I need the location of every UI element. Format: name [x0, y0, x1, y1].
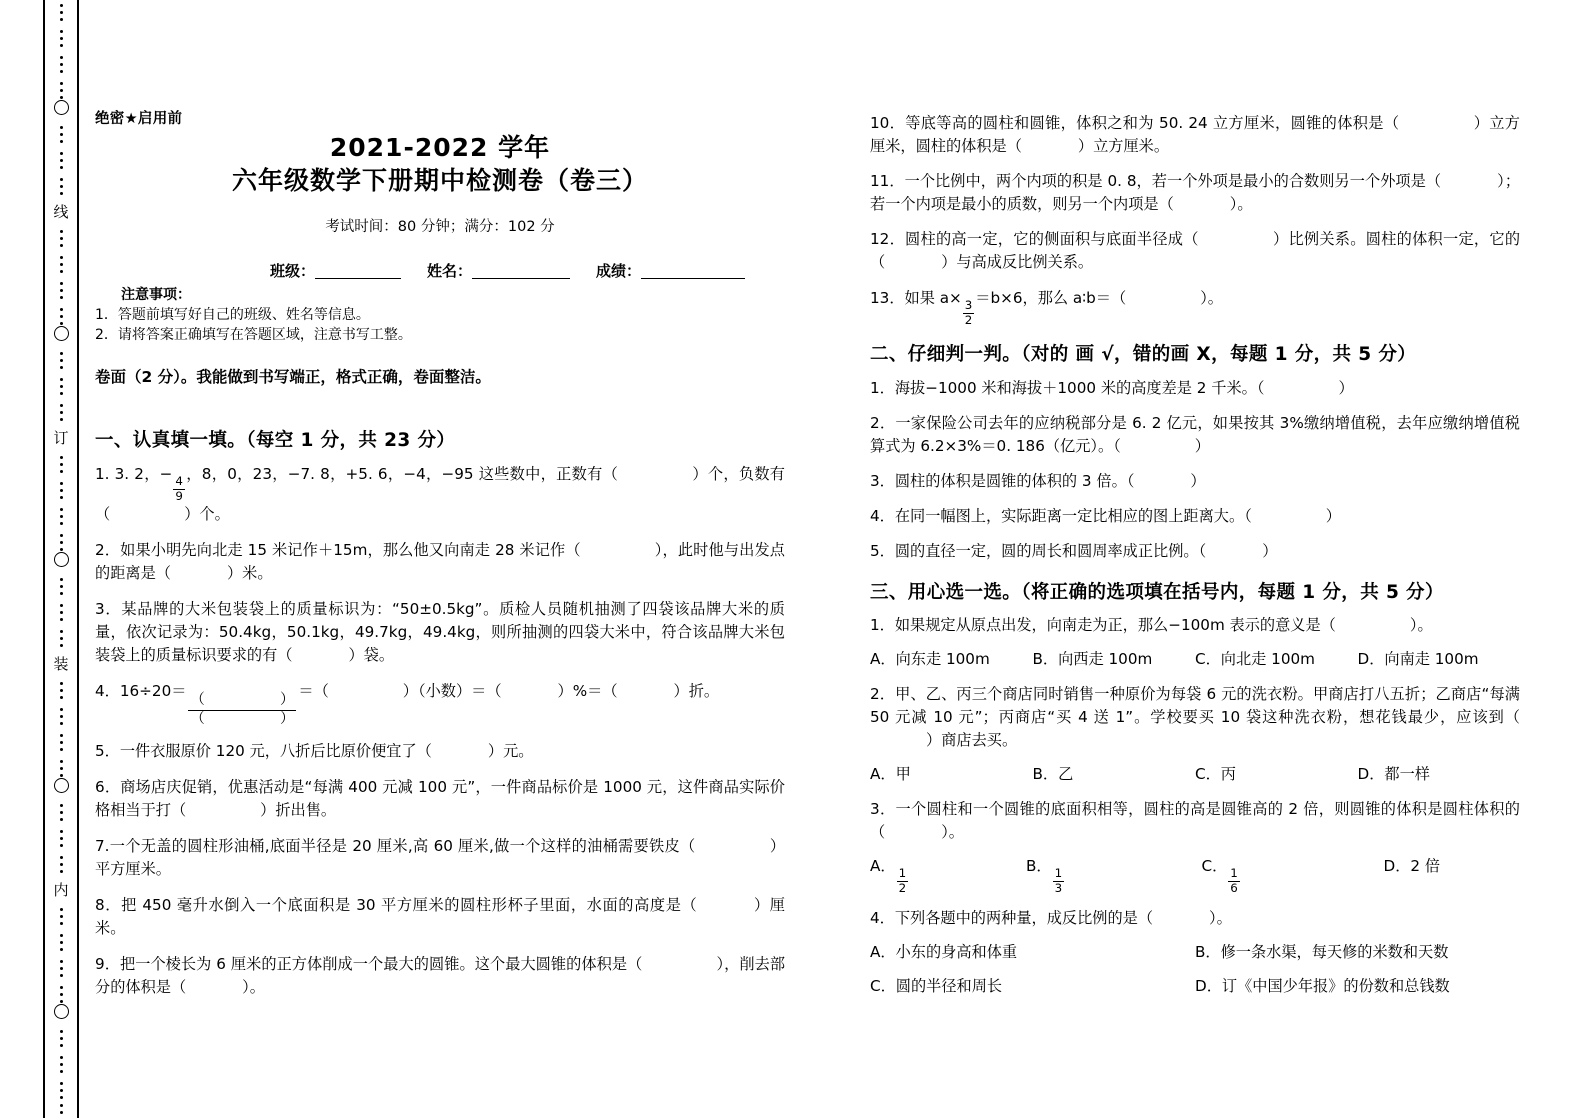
s3q3-b-den: 3: [1054, 881, 1063, 896]
q5-text-b: ）元。: [487, 741, 534, 760]
s2q5-text: 5．圆的直径一定，圆的周长和圆周率成正比例。（: [870, 542, 1207, 561]
q8-text-a: 8．把 450 毫升水倒入一个底面积是 30 平方厘米的圆柱形杯子里面，水面的高度是（: [95, 896, 698, 915]
s3q3-a-num: 1: [898, 866, 907, 881]
class-label: 班级：: [270, 262, 316, 280]
exam-title-year: 2021-2022 学年: [329, 132, 551, 162]
left-column: [95, 0, 785, 1000]
question-1-8: [95, 894, 785, 940]
binding-char-nei: 内: [53, 881, 69, 899]
binding-dots: [45, 934, 77, 955]
binding-circle: [45, 100, 77, 115]
s3q1-option-b[interactable]: B．向西走 100m: [1032, 650, 1153, 669]
s3q3-option-b-label: B．: [1026, 857, 1052, 876]
question-1-3: [95, 598, 785, 667]
question-2-5: [870, 540, 1520, 563]
s3q1-text-end: ）。: [1409, 616, 1433, 634]
q4-text-b: ）（小数）＝（: [402, 682, 502, 701]
s3q3-text-end: ）。: [941, 823, 964, 842]
name-label: 姓名：: [427, 262, 473, 280]
binding-dots: [45, 30, 77, 51]
binding-dots: [45, 804, 77, 825]
q10-text-a: 10．等底等高的圆柱和圆锥，体积之和为 50. 24 立方厘米，圆锥的体积是（: [870, 114, 1400, 132]
question-3-2-options: [870, 763, 1520, 786]
q13-text-pre: 13．如果 a×: [870, 288, 962, 307]
binding-dots: [45, 604, 77, 625]
binding-dots: [45, 1030, 77, 1051]
s3q2-text: 2．甲、乙、丙三个商店同时销售一种原价为每袋 6 元的洗衣粉。甲商店打八五折；乙商店“每满 50 元减 10 元”；丙商店“买 4 送 1”。学校要买 10 袋这种洗衣粉，想花钱最少，应该到（: [870, 684, 1520, 726]
q12-text-c: ）与高成反比例关系。: [941, 253, 1094, 272]
q1-frac-denominator: 9: [175, 489, 183, 504]
s3q3-option-c-fraction: [1228, 868, 1240, 895]
q10-text-c: ）立方厘米。: [1077, 137, 1169, 156]
s2q4-text-end: ）: [1325, 507, 1341, 526]
s3q4-option-b[interactable]: B．修一条水渠，每天修的米数和天数: [1195, 943, 1449, 962]
q2-text-c: ）米。: [226, 564, 273, 583]
q11-text-b: ）；若一个内项是最小的质数，则另一个内项是（: [870, 172, 1521, 214]
right-column: [870, 0, 1520, 998]
exam-subtitle: 考试时间：80 分钟；满分：102 分: [325, 218, 555, 235]
s3q3-option-c[interactable]: [1202, 855, 1384, 895]
section-3-heading: 三、用心选一选。（将正确的选项填在括号内，每题 1 分，共 5 分）: [870, 581, 1444, 603]
binding-dots: [45, 908, 77, 929]
s3q1-option-a[interactable]: A．向东走 100m: [870, 650, 990, 669]
s2q4-text: 4．在同一幅图上，实际距离一定比相应的图上距离大。（: [870, 507, 1252, 526]
question-1-5: [95, 740, 785, 763]
s3q3-c-num: 1: [1230, 866, 1238, 881]
q13-text-end: ）。: [1200, 288, 1223, 307]
s3q3-option-b[interactable]: [1026, 855, 1202, 895]
question-1-10: [870, 112, 1520, 158]
q10-text-b: ）立方厘米，圆柱的体积是（: [870, 114, 1520, 156]
question-1-1: [95, 463, 785, 526]
q7-text-b: ）平方厘米。: [95, 836, 786, 879]
q13-frac-numerator: 3: [964, 297, 973, 312]
question-2-2: [870, 412, 1520, 458]
q13-text-post: ＝b×6，那么 a∶b＝（: [975, 288, 1127, 307]
s2q2-text-end: ）: [1194, 437, 1210, 456]
q4-text-d: ）折。: [673, 682, 720, 701]
binding-char-zhuang: 装: [53, 655, 69, 673]
s2q3-text: 3．圆柱的体积是圆锥的体积的 3 倍。（: [870, 472, 1135, 491]
s3q3-option-a-label: A．: [870, 857, 896, 876]
exam-content: [90, 0, 1560, 1118]
binding-dots: [45, 126, 77, 147]
s3q1-option-d[interactable]: D．向南走 100m: [1357, 650, 1479, 669]
binding-circle: [45, 1004, 77, 1019]
binding-dots: [45, 734, 77, 755]
q7-text-a: 7.一个无盖的圆柱形油桶,底面半径是 20 厘米,高 60 厘米,做一个这样的油桶需要铁皮（: [95, 836, 696, 855]
binding-dots: [45, 352, 77, 373]
question-2-1: [870, 377, 1520, 400]
notice-item-2: 2．请将答案正确填写在答题区域，注意书写工整。: [95, 327, 412, 343]
paper-neatness-note: 卷面（2 分）。我能做到书写端正，格式正确，卷面整洁。: [95, 368, 491, 386]
q13-fraction: [963, 297, 975, 327]
binding-dots: [45, 404, 77, 425]
student-info-line: [95, 264, 785, 279]
question-3-3: [870, 798, 1520, 844]
binding-dots: [45, 682, 77, 703]
q9-text-a: 9．把一个棱长为 6 厘米的正方体削成一个最大的圆锥。这个最大圆锥的体积是（: [95, 955, 643, 974]
q3-text-a: 3．某品牌的大米包装袋上的质量标识为：“50±0.5kg”。质检人员随机抽测了四袋该品牌大米的质量，依次记录为：50.4kg，50.1kg，49.7kg，49.4kg，则所抽测的四袋大米中，符合该品牌大米包装袋上的质量标识要求的有（: [95, 600, 785, 665]
question-1-6: [95, 776, 785, 822]
s3q3-text: 3．一个圆柱和一个圆锥的底面积相等，圆柱的高是圆锥高的 2 倍，则圆锥的体积是圆柱体积的（: [870, 799, 1520, 842]
s3q4-option-a[interactable]: A．小东的身高和体重: [870, 943, 1018, 962]
s3q2-option-c[interactable]: C．丙: [1195, 765, 1236, 784]
s3q3-option-d[interactable]: D．2 倍: [1383, 857, 1441, 876]
question-1-9: [95, 953, 785, 999]
secrecy-label: 绝密★启用前: [95, 111, 183, 127]
q11-text-a: 11．一个比例中，两个内项的积是 0. 8，若一个外项是最小的合数则另一个外项是（: [870, 172, 1442, 191]
q4-frac-denominator[interactable]: （ ）: [190, 710, 295, 727]
question-3-4-options-row2: [870, 975, 1520, 998]
page-border-left-inner: [77, 0, 79, 1118]
binding-dots: [45, 56, 77, 77]
score-label: 成绩：: [596, 262, 642, 280]
binding-char-ding: 订: [53, 429, 69, 447]
q4-fraction-blank[interactable]: [188, 693, 296, 726]
binding-char-xian: 线: [53, 203, 69, 221]
binding-dots: [45, 230, 77, 251]
question-2-4: [870, 505, 1520, 528]
s3q3-a-den: 2: [898, 881, 907, 896]
q12-text-a: 12．圆柱的高一定，它的侧面积与底面半径成（: [870, 230, 1199, 249]
binding-dots: [45, 578, 77, 599]
s2q5-text-end: ）: [1262, 542, 1278, 561]
binding-dots: [45, 282, 77, 303]
binding-dots: [45, 256, 77, 277]
question-1-2: [95, 539, 785, 585]
q5-text-a: 5．一件衣服原价 120 元，八折后比原价便宜了（: [95, 741, 432, 760]
q9-text-b: ），削去部分的体积是（: [95, 955, 786, 997]
s3q3-b-num: 1: [1054, 866, 1063, 881]
binding-dots: [45, 856, 77, 877]
q9-text-c: ）。: [242, 978, 265, 997]
section-2-heading: 二、仔细判一判。（对的 画 √，错的画 X，每题 1 分，共 5 分）: [870, 344, 1417, 366]
binding-dots: [45, 960, 77, 981]
binding-dots: [45, 708, 77, 729]
exam-title-main: 六年级数学下册期中检测卷（卷三）: [231, 165, 648, 195]
question-3-1: [870, 614, 1520, 637]
s3q2-text-end: ）商店去买。: [926, 731, 1018, 750]
q1-frac-numerator: 4: [175, 474, 183, 489]
s3q3-option-b-fraction: [1053, 868, 1065, 895]
q4-text-c: ）%＝（: [557, 682, 618, 701]
binding-dots: [45, 456, 77, 477]
q1-fraction: [173, 476, 185, 503]
question-2-3: [870, 470, 1520, 493]
binding-margin-strip: [45, 0, 77, 1118]
binding-dots: [45, 152, 77, 173]
q1-text-mid: ）个，负数有（: [95, 465, 785, 523]
binding-dots: [45, 630, 77, 651]
question-3-4: [870, 907, 1520, 930]
q2-text-a: 2．如果小明先向北走 15 米记作＋15m，那么他又向南走 28 米记作（: [95, 540, 581, 559]
q4-text-a: ＝（: [298, 682, 329, 701]
q8-text-b: ）厘米。: [95, 896, 785, 938]
question-1-11: [870, 170, 1520, 216]
s2q3-text-end: ）: [1190, 472, 1206, 491]
s3q4-text: 4．下列各题中的两种量，成反比例的是（: [870, 909, 1154, 928]
notice-item-1: 1．答题前填写好自己的班级、姓名等信息。: [95, 307, 370, 323]
q1-text-post: ，8，0，23，−7. 8，+5. 6，−4，−95 这些数中，正数有（: [185, 465, 619, 483]
s3q3-option-a-fraction: [897, 868, 909, 895]
name-input-blank[interactable]: [472, 278, 570, 279]
s3q1-option-c[interactable]: C．向北走 100m: [1195, 650, 1315, 669]
q4-text-pre: 4．16÷20＝: [95, 682, 187, 701]
s3q3-option-a[interactable]: [870, 855, 1026, 895]
binding-dots: [45, 830, 77, 851]
q13-frac-denominator: 2: [964, 312, 973, 327]
s3q2-option-a[interactable]: A．甲: [870, 765, 911, 784]
s2q1-text: 1．海拔−1000 米和海拔＋1000 米的高度差是 2 千米。（: [870, 378, 1265, 397]
s3q1-text: 1．如果规定从原点出发，向南走为正，那么−100m 表示的意义是（: [870, 616, 1336, 634]
class-input-blank[interactable]: [315, 278, 401, 279]
binding-dots: [45, 4, 77, 25]
binding-dots: [45, 1104, 77, 1118]
s3q3-c-den: 6: [1230, 881, 1238, 896]
section-1-heading: 一、认真填一填。（每空 1 分，共 23 分）: [95, 429, 456, 451]
binding-circle: [45, 778, 77, 793]
binding-dots: [45, 1082, 77, 1103]
binding-dots: [45, 178, 77, 199]
s3q3-option-c-label: C．: [1201, 857, 1228, 876]
question-1-4: [95, 680, 785, 726]
question-1-13: [870, 287, 1520, 327]
q6-text-b: ）折出售。: [260, 800, 337, 819]
binding-circle: [45, 552, 77, 567]
question-3-2: [870, 683, 1520, 752]
q12-text-b: ）比例关系。圆柱的体积一定，它的（: [870, 230, 1521, 272]
s3q4-option-d[interactable]: D．订《中国少年报》的份数和总钱数: [1195, 976, 1450, 995]
s3q2-option-b[interactable]: B．乙: [1032, 765, 1074, 784]
q6-text-a: 6．商场店庆促销，优惠活动是“每满 400 元减 100 元”，一件商品标价是 1000 元，这件商品实际价格相当于打（: [95, 777, 785, 819]
s2q1-text-end: ）: [1338, 378, 1354, 397]
notice-heading: 注意事项：: [121, 287, 191, 303]
binding-circle: [45, 326, 77, 341]
binding-dots: [45, 482, 77, 503]
binding-dots: [45, 378, 77, 399]
q11-text-c: ）。: [1229, 195, 1253, 214]
q1-text-end: ）个。: [184, 504, 230, 523]
q2-text-b: ），此时他与出发点的距离是（: [95, 540, 785, 583]
question-3-3-options: [870, 855, 1520, 895]
s3q4-option-c[interactable]: C．圆的半径和周长: [870, 976, 1003, 995]
q1-text-pre: 1. 3. 2，−: [95, 465, 173, 483]
s3q4-text-end: ）。: [1209, 909, 1232, 928]
binding-dots: [45, 1056, 77, 1077]
question-3-4-options-row1: [870, 941, 1520, 964]
q3-text-b: ）袋。: [348, 646, 394, 665]
question-3-1-options: [870, 648, 1520, 671]
s2q2-text: 2．一家保险公司去年的应纳税部分是 6. 2 亿元，如果按其 3%缴纳增值税，去年应缴纳增值税算式为 6.2×3%＝0. 186（亿元）。（: [870, 414, 1520, 456]
binding-dots: [45, 508, 77, 529]
score-input-blank[interactable]: [641, 278, 745, 279]
question-1-7: [95, 835, 785, 881]
q4-frac-numerator[interactable]: （ ）: [188, 693, 296, 710]
s3q2-option-d[interactable]: D．都一样: [1357, 765, 1430, 784]
question-1-12: [870, 228, 1520, 274]
